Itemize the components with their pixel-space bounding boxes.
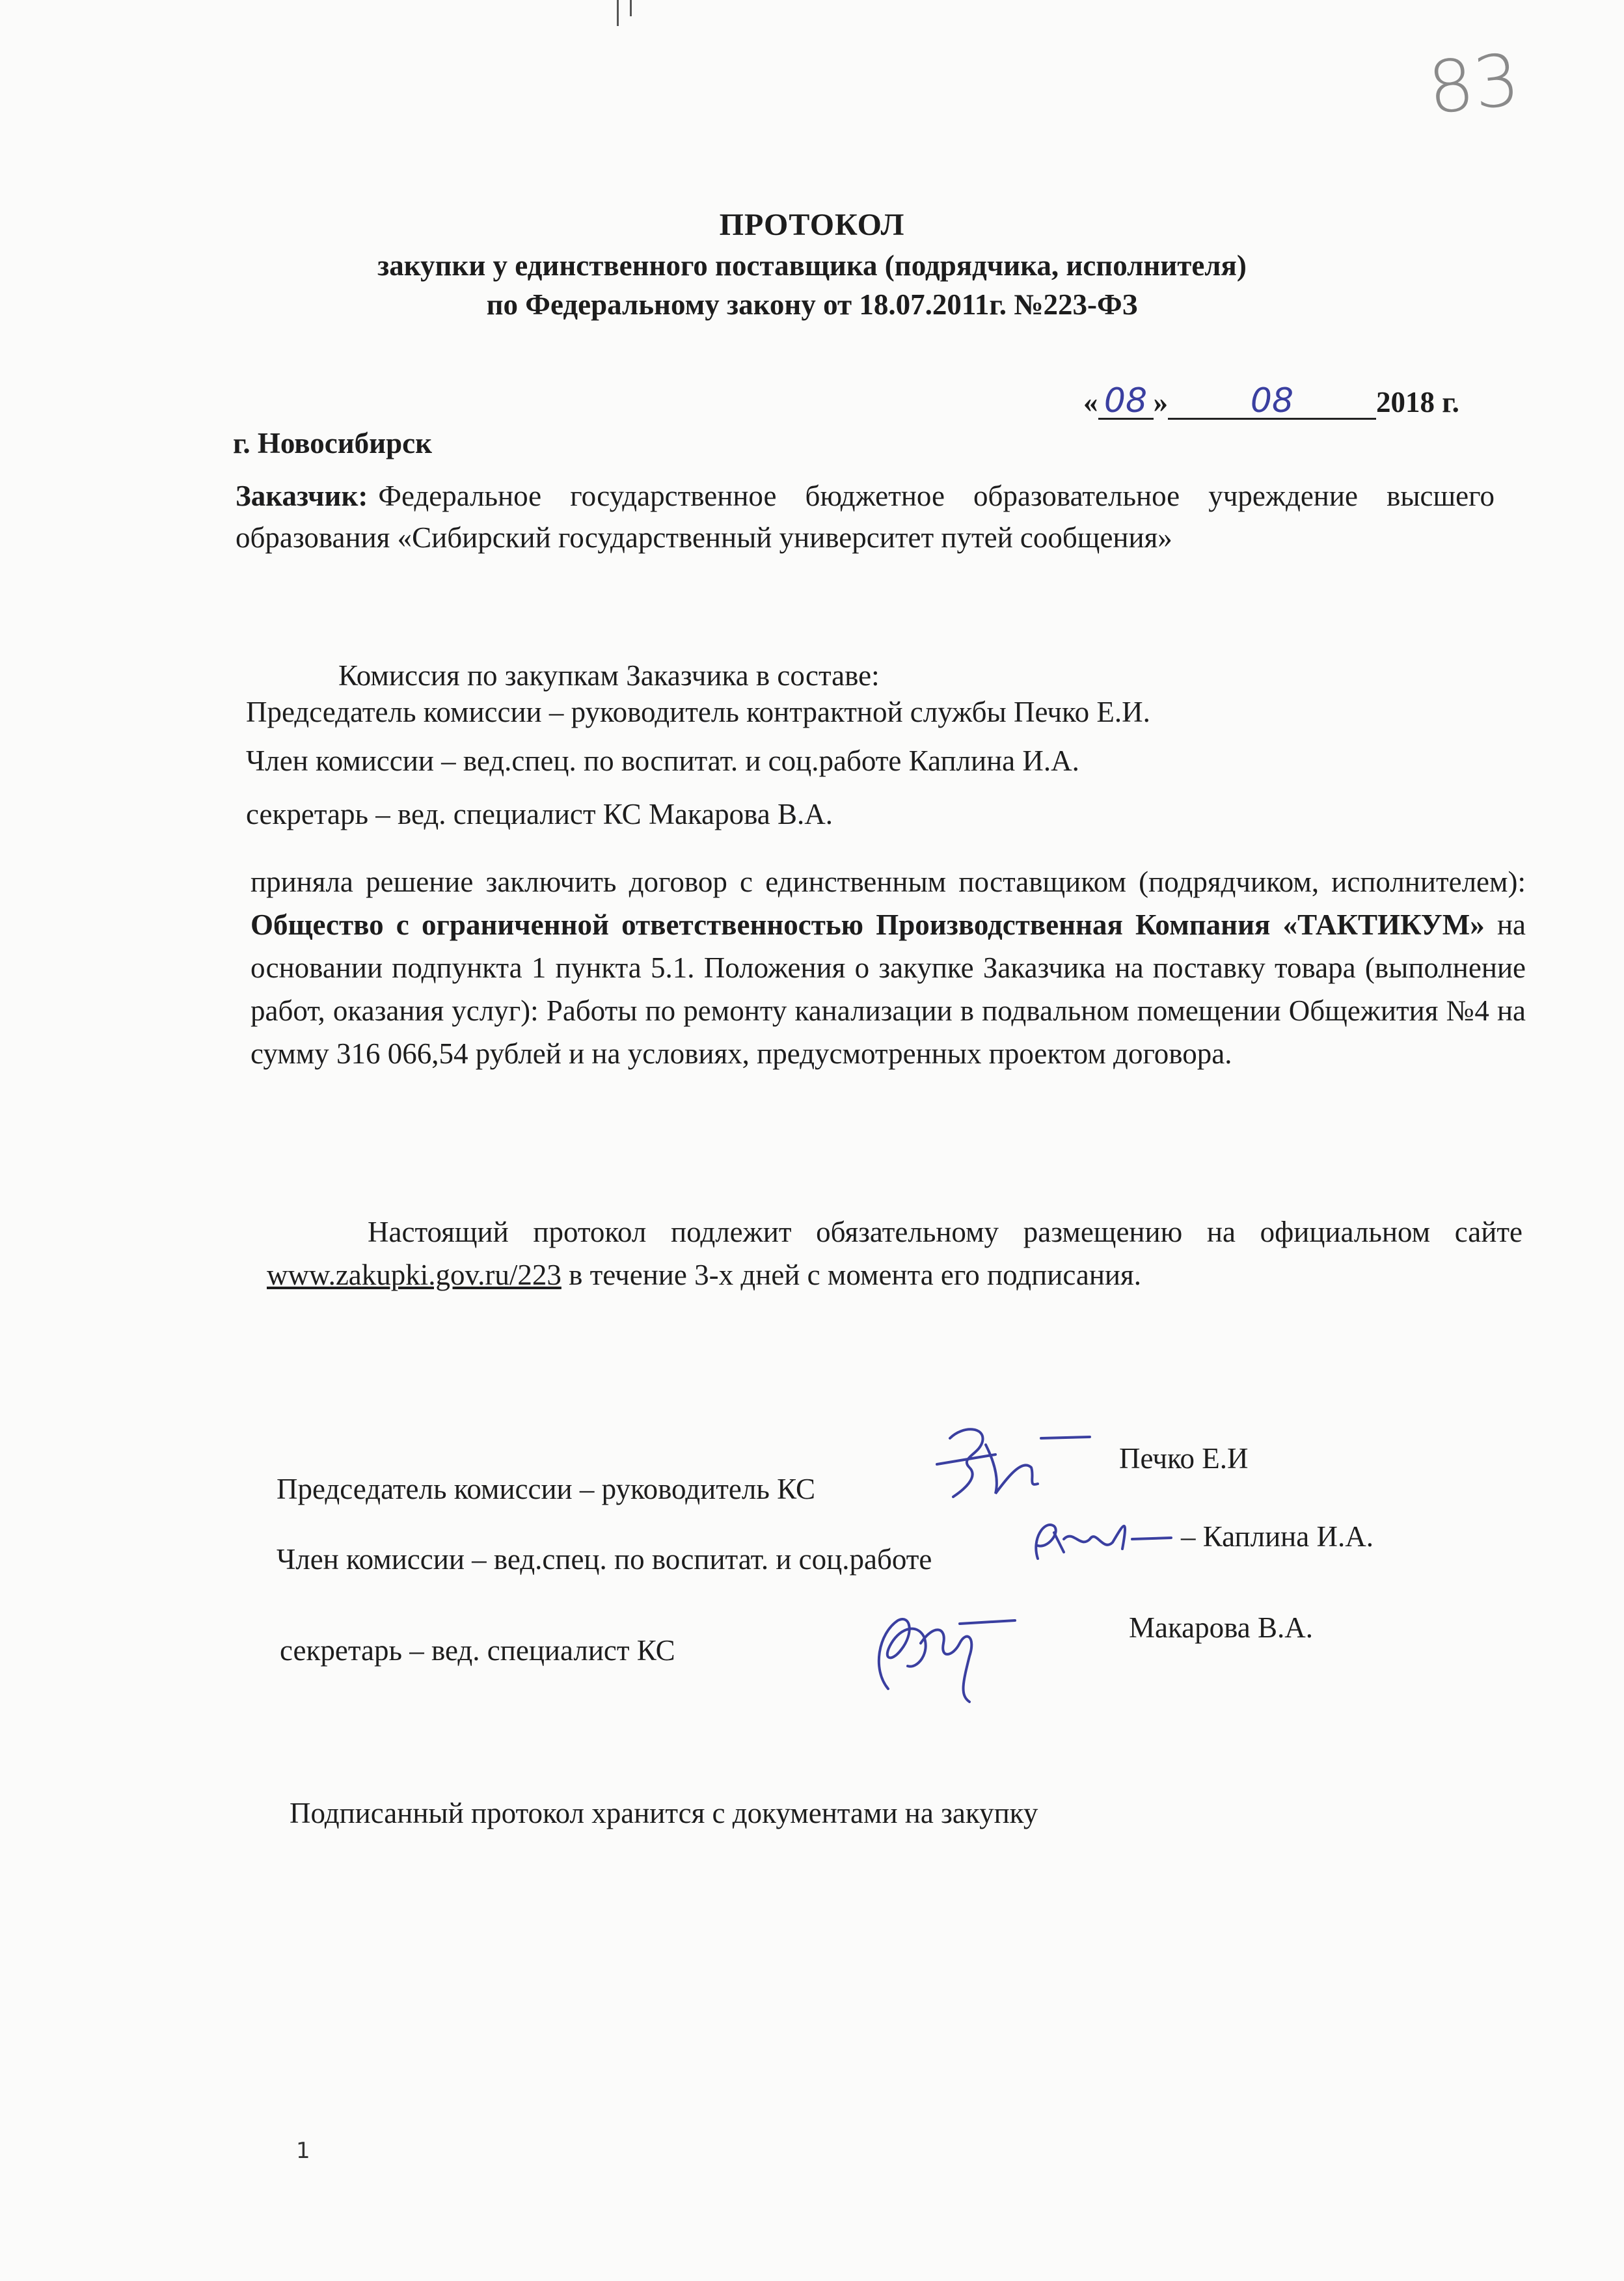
date-month-field: 08 [1168, 384, 1376, 420]
signature-dash: – [1181, 1520, 1196, 1553]
supplier-name: Общество с ограниченной ответственностью Производственная Компания «ТАКТИКУМ» [250, 908, 1485, 941]
signatory-role: Председатель комиссии – руководитель КС [277, 1473, 816, 1505]
signatory-role: Член комиссии – вед.спец. по воспитат. и соц.работе [277, 1543, 932, 1576]
commission-member: Член комиссии – вед.спец. по воспитат. и соц.работе Каплина И.А. [246, 744, 1079, 777]
notice-text-after: в течение 3-х дней с момента его подписания. [569, 1259, 1141, 1291]
signatory-name: Печко Е.И [1119, 1442, 1249, 1475]
signature-makarova [862, 1598, 1018, 1708]
signatory-name: Каплина И.А. [1202, 1520, 1374, 1553]
notice-text: Настоящий протокол подлежит обязательному размещению на официальном сайте [368, 1216, 1522, 1248]
decision-basis: на основании подпункта 1 пункта 5.1. Положения о закупке Заказчика на поставку товара (выполнение работ, оказания услуг): Работы по ремонту канализации в подвальном помещении Общежития №4 на сумму 316 066,54 рублей и на условиях, предусмотренных проектом договора. [250, 908, 1526, 1070]
commission-member: секретарь – вед. специалист КС Макарова В.А. [246, 798, 833, 830]
city-label: г. Новосибирск [233, 427, 432, 459]
commission-heading: Комиссия по закупкам Заказчика в составе: [338, 659, 880, 692]
signature-kaplina [1025, 1500, 1174, 1572]
signatory-name-with-dash [1181, 1520, 1374, 1553]
footer-note: Подписанный протокол хранится с документами на закупку [290, 1797, 1038, 1829]
archive-number: 83 [1424, 38, 1524, 130]
date-day-field: 08 [1098, 384, 1154, 420]
document-subtitle: закупки у единственного поставщика (подрядчика, исполнителя) [377, 249, 1247, 282]
signature-pechko [924, 1419, 1093, 1510]
scan-edge-mark [617, 0, 619, 26]
document-title: ПРОТОКОЛ [719, 208, 905, 242]
decision-intro: приняла решение заключить договор с единственным поставщиком (подрядчиком, исполнителем): [250, 866, 1526, 898]
scan-edge-mark [630, 0, 632, 16]
customer-text: Федеральное государственное бюджетное образовательное учреждение высшего образования «Сибирский государственный университет путей сообщения» [236, 480, 1495, 554]
publication-notice [267, 1210, 1522, 1296]
customer-paragraph [236, 475, 1495, 558]
date-year: 2018 г. [1376, 386, 1459, 418]
date-open-quote: « [1083, 386, 1098, 418]
document-date [1083, 381, 1459, 420]
commission-member: Председатель комиссии – руководитель контрактной службы Печко Е.И. [246, 696, 1150, 728]
notice-url-link[interactable]: www.zakupki.gov.ru/223 [267, 1259, 562, 1291]
document-subtitle-law: по Федеральному закону от 18.07.2011г. №223-ФЗ [486, 288, 1138, 321]
page-number: 1 [296, 2138, 310, 2164]
decision-paragraph [250, 860, 1526, 1075]
signatory-role: секретарь – вед. специалист КС [280, 1634, 675, 1667]
date-close-quote: » [1153, 386, 1168, 418]
signatory-name: Макарова В.А. [1129, 1611, 1314, 1644]
customer-label: Заказчик: [236, 480, 368, 512]
